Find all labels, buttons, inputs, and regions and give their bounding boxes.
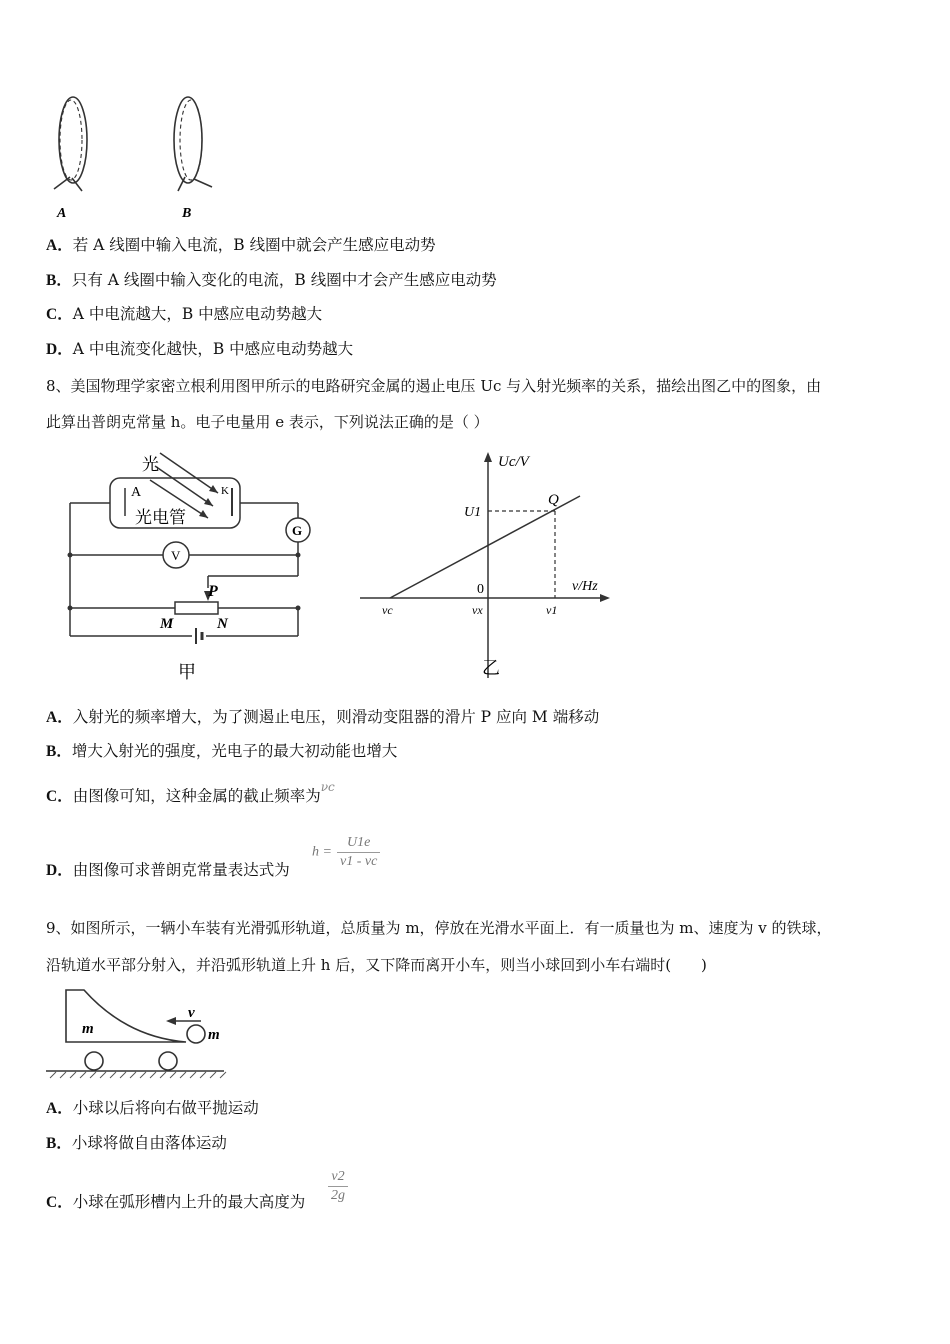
x-axis-label: ν/Hz: [572, 579, 598, 594]
q8-stem-line2: 此算出普朗克常量 h。电子电量用 e 表示，下列说法正确的是（ ）: [46, 413, 489, 431]
coil-b-label: B: [182, 206, 192, 221]
anode-label: A: [131, 485, 142, 500]
q8-option-b: B．增大入射光的强度，光电子的最大初动能也增大: [46, 742, 398, 760]
voltmeter-label: V: [171, 548, 181, 563]
y-axis-label: Uc/V: [498, 454, 529, 470]
planck-formula: h = $\frac{U1e}{\nu 1 - \nu c}$: [312, 834, 380, 871]
tube-label: 光电管: [135, 508, 186, 527]
cart-mass-label: m: [82, 1021, 94, 1037]
q9-option-a: A．小球以后将向右做平抛运动: [46, 1099, 259, 1117]
q7-option-a: A．若 A 线圈中输入电流，B 线圈中就会产生感应电动势: [46, 236, 436, 254]
nu-1-label: ν1: [546, 603, 558, 617]
galvanometer-label: G: [292, 523, 303, 538]
cart-figure: [46, 985, 231, 1080]
q9-stem-line1: 9、如图所示，一辆小车装有光滑弧形轨道，总质量为 m，停放在光滑水平面上．有一质量也为 m、速度为 v 的铁球，: [46, 919, 832, 937]
q8-option-a: A．入射光的频率增大，为了测遏止电压，则滑动变阻器的滑片 P 应向 M 端移动: [46, 708, 600, 726]
end-n-label: N: [217, 616, 228, 632]
nu-c-label: νc: [382, 603, 393, 617]
end-m-label: M: [160, 616, 174, 632]
q7-option-d: D．A 中电流变化越快，B 中感应电动势越大: [46, 340, 354, 358]
q8-stem-line1: 8、美国物理学家密立根利用图甲所示的电路研究金属的遏止电压 Uc 与入射光频率的关系，描绘出图乙中的图象，由: [46, 377, 822, 395]
slider-p-label: P: [208, 583, 218, 600]
graph-figure-yi: [360, 448, 620, 688]
figure-jia-caption: 甲: [178, 662, 196, 682]
q7-option-c: C．A 中电流越大，B 中感应电动势越大: [46, 305, 323, 323]
circuit-figure-jia: [60, 448, 325, 688]
origin-label: 0: [477, 582, 484, 597]
q8-option-c: C．由图像可知，这种金属的截止频率为$^{\nu c}$: [46, 780, 335, 805]
coils-figure: [48, 95, 228, 225]
velocity-label: v: [188, 1005, 195, 1021]
q9-stem-line2: 沿轨道水平部分射入，并沿弧形轨道上升 h 后，又下降而离开小车，则当小球回到小车右端时( ): [46, 956, 707, 974]
coil-a-label: A: [57, 206, 67, 221]
point-q-label: Q: [548, 492, 559, 508]
u1-label: U1: [464, 505, 482, 520]
nu-x-label: νx: [472, 603, 483, 617]
q9-option-b: B．小球将做自由落体运动: [46, 1134, 227, 1152]
max-height-formula: $\frac{v2}{2g}$: [328, 1168, 348, 1205]
q7-option-b: B．只有 A 线圈中输入变化的电流，B 线圈中才会产生感应电动势: [46, 271, 497, 289]
figure-yi-caption: 乙: [482, 658, 500, 678]
cutoff-frequency-formula: νc: [320, 780, 335, 794]
ball-mass-label: m: [208, 1027, 220, 1043]
light-label: 光: [142, 455, 159, 474]
q8-option-d: D．由图像可求普朗克常量表达式为: [46, 861, 290, 879]
cathode-label: K: [221, 485, 229, 497]
q9-option-c: C．小球在弧形槽内上升的最大高度为: [46, 1193, 306, 1211]
